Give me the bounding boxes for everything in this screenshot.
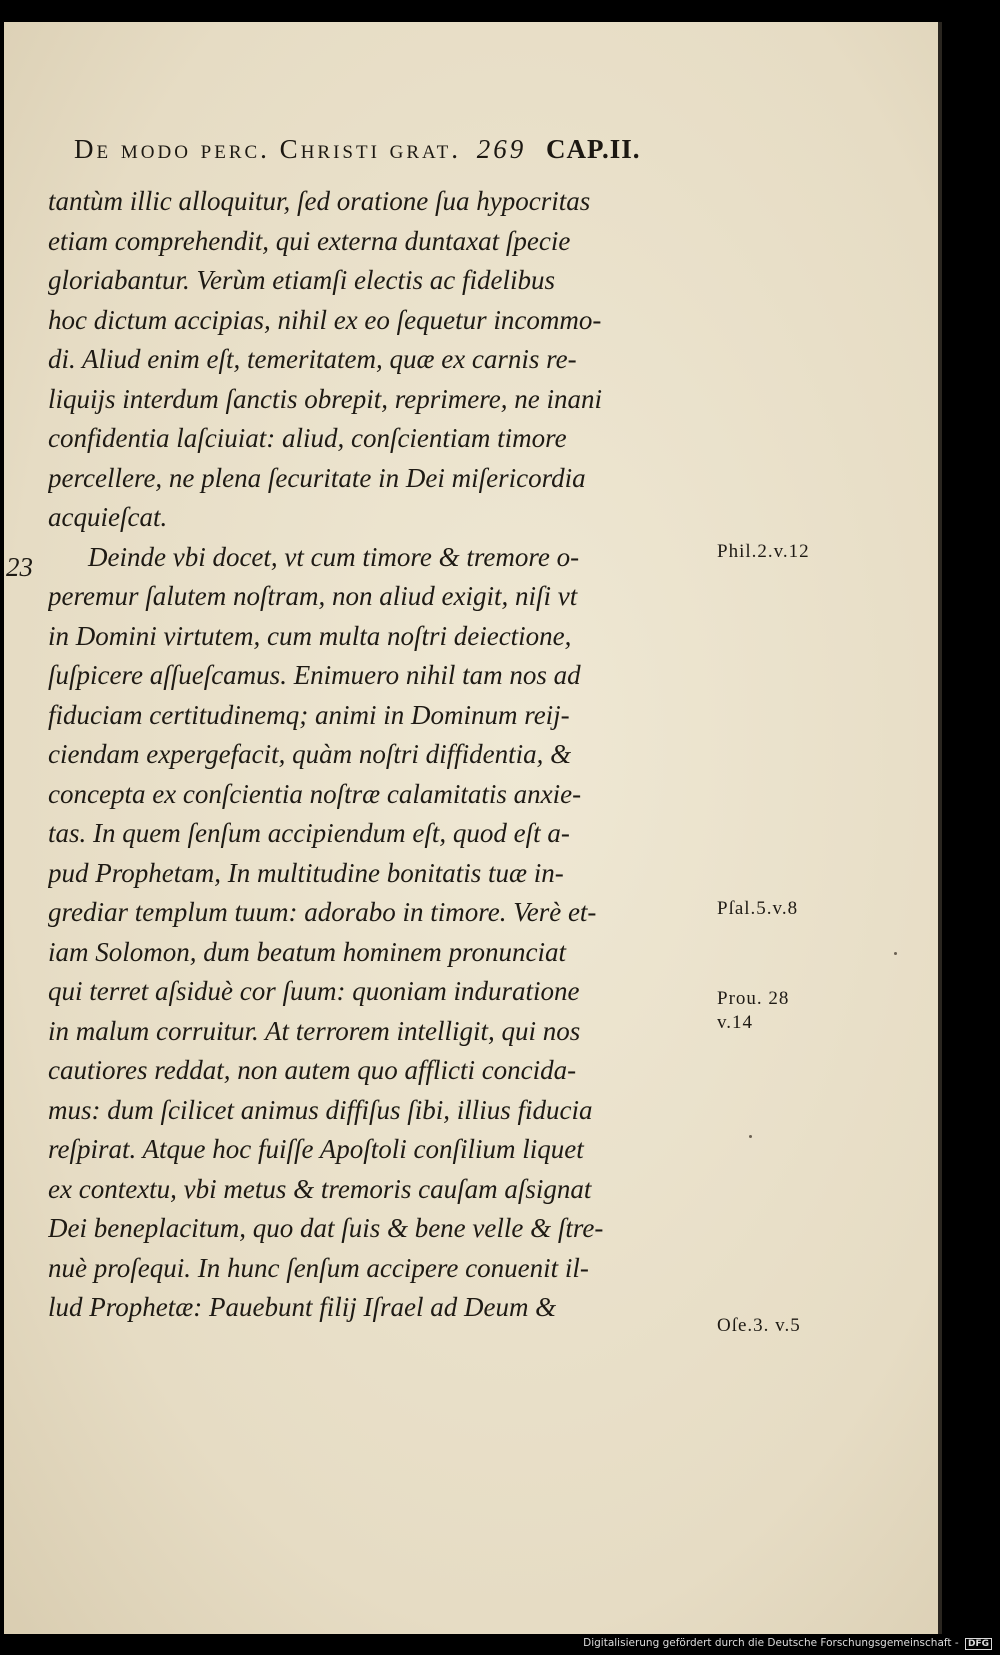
dfg-logo: DFG: [965, 1638, 992, 1650]
marginal-note-text: Pſal.5.v.8: [717, 898, 799, 919]
text-line: percellere, ne plena ſecuritate in Dei miſericordia: [48, 462, 586, 493]
marginal-note: [717, 540, 810, 564]
chapter-label: CAP.II.: [546, 134, 641, 164]
text-line: grediar templum tuum: adorabo in timore. Verè et-: [48, 897, 597, 927]
text-line: di. Aliud enim eſt, temeritatem, quæ ex carnis re-: [48, 344, 577, 374]
text-line: gloriabantur. Verùm etiamſi electis ac fidelibus: [48, 265, 555, 295]
text-line: tantùm illic alloquitur, ſed oratione ſua hypocritas: [48, 186, 591, 216]
text-line: ex contextu, vbi metus & tremoris cauſam aſsignat: [48, 1173, 592, 1204]
text-line: pud Prophetam, In multitudine bonitatis tuæ in-: [48, 857, 564, 888]
marginal-note-text: Oſe.3. v.5: [717, 1315, 801, 1336]
text-line: etiam comprehendit, qui externa duntaxat ſpecie: [48, 225, 571, 256]
marginal-note-text: Prou. 28: [717, 988, 790, 1009]
text-line: Dei beneplacitum, quo dat ſuis & bene velle & ſtre-: [48, 1213, 604, 1243]
text-line: hoc dictum accipias, nihil ex eo ſequetur incommo-: [48, 304, 602, 335]
text-line: nuè proſequi. In hunc ſenſum accipere conuenit il-: [48, 1252, 589, 1283]
running-head-title: De modo perc. Christi grat.: [74, 134, 462, 164]
marginal-note: [717, 897, 798, 921]
running-head: [74, 134, 834, 165]
text-line: fiduciam certitudinemq; animi in Dominum reij-: [48, 699, 570, 730]
text-line: tas. In quem ſenſum accipiendum eſt, quod eſt a-: [48, 818, 570, 848]
text-line: ſuſpicere aſſueſcamus. Enimuero nihil tam nos ad: [48, 660, 581, 690]
text-line: confidentia laſciuiat: aliud, conſcientiam timore: [48, 423, 567, 453]
book-page: [4, 22, 942, 1634]
marginal-note: [717, 987, 789, 1035]
text-line: acquieſcat.: [48, 502, 168, 532]
marginal-note: [717, 1314, 801, 1338]
text-line: ciendam expergefacit, quàm noſtri diffidentia, &: [48, 739, 572, 769]
text-line: liquijs interdum ſanctis obrepit, reprimere, ne inani: [48, 383, 602, 414]
text-line: concepta ex conſcientia noſtræ calamitatis anxie-: [48, 778, 582, 809]
digitization-credit: [583, 1637, 992, 1650]
text-line: iam Solomon, dum beatum hominem pronunciat: [48, 936, 566, 967]
paper-speck: [894, 952, 897, 955]
text-line: in malum corruitur. At terrorem intelligit, qui nos: [48, 1015, 581, 1046]
body-text: [48, 182, 708, 1328]
text-line: cautiores reddat, non autem quo afflicti concida-: [48, 1055, 577, 1085]
marginal-note-text: Phil.2.v.12: [717, 541, 810, 562]
marginal-note-text: v.14: [717, 1012, 754, 1033]
text-line: lud Prophetæ: Pauebunt filij Iſrael ad Deum &: [48, 1292, 557, 1322]
text-line: Deinde vbi docet, vt cum timore & tremore o-: [88, 541, 580, 572]
text-line: reſpirat. Atque hoc fuiſſe Apoſtoli conſilium liquet: [48, 1134, 584, 1164]
credit-text: Digitalisierung gefördert durch die Deutsche Forschungsgemeinschaft -: [583, 1637, 959, 1649]
text-line: qui terret aſsiduè cor ſuum: quoniam induratione: [48, 976, 580, 1006]
text-line: peremur ſalutem noſtram, non aliud exigit, niſi vt: [48, 581, 578, 611]
page-number: 269: [476, 134, 527, 164]
text-line: mus: dum ſcilicet animus diffiſus ſibi, illius fiducia: [48, 1094, 593, 1125]
section-number: 23: [6, 552, 33, 582]
paper-speck: [749, 1135, 752, 1138]
text-line: in Domini virtutem, cum multa noſtri deiectione,: [48, 620, 572, 651]
